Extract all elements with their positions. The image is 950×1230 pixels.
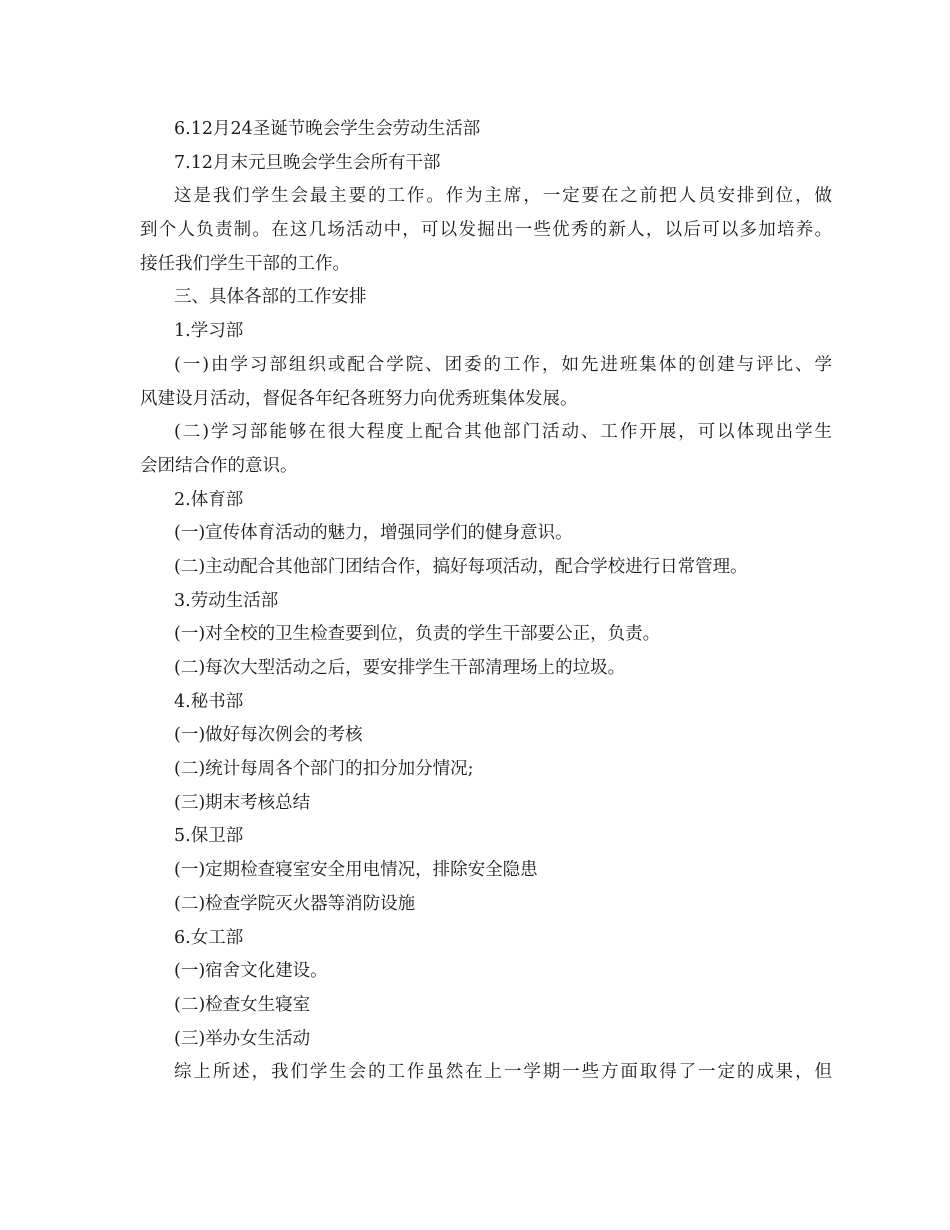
text-line: 6.12月24圣诞节晚会学生会劳动生活部 bbox=[174, 119, 481, 139]
text-line: 到个人负责制。在这几场活动中，可以发掘出一些优秀的新人，以后可以多加培养。 bbox=[140, 220, 832, 241]
text-line: 2.体育部 bbox=[174, 489, 244, 510]
text-line: 3.劳动生活部 bbox=[174, 590, 279, 611]
text-line: (二)检查学院灭火器等消防设施 bbox=[174, 893, 416, 914]
text-line: 综上所述，我们学生会的工作虽然在上一学期一些方面取得了一定的成果，但 bbox=[174, 1062, 832, 1083]
text-line: 三、具体各部的工作安排 bbox=[174, 287, 367, 308]
text-line: 风建设月活动，督促各年纪各班努力向优秀班集体发展。 bbox=[140, 388, 578, 409]
text-line: (二)学习部能够在很大程度上配合其他部门活动、工作开展，可以体现出学生 bbox=[174, 422, 832, 443]
text-line: (一)对全校的卫生检查要到位，负责的学生干部要公正，负责。 bbox=[174, 624, 661, 645]
text-line: 这是我们学生会最主要的工作。作为主席，一定要在之前把人员安排到位，做 bbox=[174, 186, 832, 207]
text-line: 5.保卫部 bbox=[174, 826, 244, 847]
text-line: 接任我们学生干部的工作。 bbox=[140, 253, 350, 274]
text-line: 6.女工部 bbox=[174, 927, 244, 948]
text-line: 会团结合作的意识。 bbox=[140, 455, 298, 476]
text-line: (一)做好每次例会的考核 bbox=[174, 725, 363, 746]
text-line: (一)定期检查寝室安全用电情况，排除安全隐患 bbox=[174, 860, 538, 881]
text-line: (三)举办女生活动 bbox=[174, 1028, 311, 1049]
text-line: (二)检查女生寝室 bbox=[174, 994, 311, 1015]
text-line: 7.12月末元旦晚会学生会所有干部 bbox=[174, 152, 441, 173]
text-line: (三)期末考核总结 bbox=[174, 792, 311, 813]
text-line: (二)统计每周各个部门的扣分加分情况; bbox=[174, 759, 474, 780]
text-line: 1.学习部 bbox=[174, 321, 244, 342]
text-line: (一)由学习部组织或配合学院、团委的工作，如先进班集体的创建与评比、学 bbox=[174, 354, 832, 375]
text-line: (二)主动配合其他部门团结合作，搞好每项活动，配合学校进行日常管理。 bbox=[174, 556, 748, 577]
text-line: 4.秘书部 bbox=[174, 691, 244, 712]
text-line: (一)宿舍文化建设。 bbox=[174, 961, 328, 982]
text-line: (二)每次大型活动之后，要安排学生干部清理场上的垃圾。 bbox=[174, 658, 626, 678]
document-body bbox=[140, 113, 832, 1090]
text-line: (一)宣传体育活动的魅力，增强同学们的健身意识。 bbox=[174, 523, 573, 544]
